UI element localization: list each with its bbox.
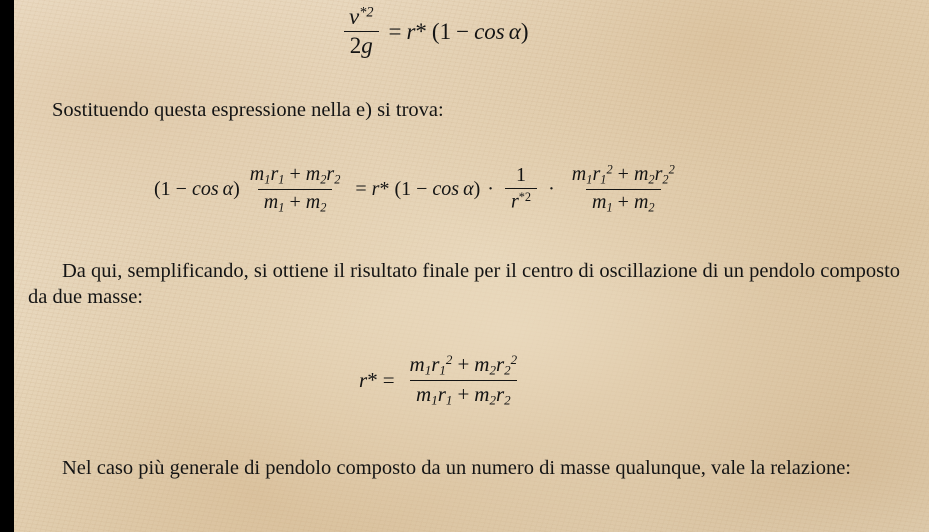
eq1-denominator: 2g [344,31,379,59]
eq1-r: r [406,18,416,44]
eq2-one-over-rstar2 [505,164,537,213]
eq3-r: r [359,367,368,392]
paragraph-daqui: Da qui, semplificando, si ottiene il risultato finale per il centro di oscillazione di un pendolo composto da due masse: [28,260,901,309]
equation-2 [154,163,685,215]
eq1-minus: − [456,18,470,44]
eq2-rhs-denominator: $m_1 + m_2$ [586,189,661,215]
eq3-equals: = [382,367,395,392]
eq3-fraction [404,352,524,408]
eq2-rhs-alpha: α [463,177,474,200]
eq2-rhs-close-paren: ) [473,177,481,200]
equation-3 [359,352,527,408]
eq1-close-paren: ) [520,18,529,44]
paragraph-sostituendo: Sostituendo questa espressione nella e) si trova: [52,99,444,121]
eq2-dot-1: · [487,177,494,200]
eq1-left-fraction [343,4,379,59]
eq2-rstar2: $r^{*2}$ [505,188,537,213]
eq2-rhs-fraction [566,163,681,215]
equation-1 [339,4,528,59]
eq2-rhs-r: r [371,177,380,200]
eq2-lhs-cos: cos [191,177,219,200]
paragraph-nelcaso: Nel caso più generale di pendolo composto da un numero di masse qualunque, vale la relazione: [62,457,851,479]
eq2-lhs-denominator: $m_1 + m_2$ [258,189,333,215]
eq2-rhs-cos: cos [432,177,460,200]
eq2-lhs-numerator: $m_1r_1 + m_2r_2$ [249,163,341,187]
eq1-open-paren: (1 [431,18,452,44]
eq1-cos: cos [474,18,505,44]
eq2-rhs-minus: − [416,177,428,200]
eq2-rhs-numerator: $m_1r_1^2 + m_2r_2^2$ [571,163,675,187]
eq2-one: 1 [516,164,527,187]
slide-left-border [0,0,14,532]
eq3-numerator: $m_1r_1^2 + m_2r_2^2$ [409,352,518,378]
eq3-denominator: $m_1r_1 + m_2r_2$ [410,380,517,409]
eq2-lhs-alpha: α [222,177,234,200]
eq2-dot-2: · [548,177,555,200]
eq2-lhs-minus: − [175,177,187,200]
eq3-star: * [367,367,378,392]
slide-content [14,0,929,532]
eq2-rhs-open-paren: (1 [394,177,412,200]
eq2-lhs-open-paren: (1 [154,177,171,200]
eq2-lhs-fraction [244,163,347,215]
eq1-star: * [415,18,427,44]
eq2-rhs-star: * [379,177,390,200]
eq1-numerator: $v^{*2}$ [349,4,374,29]
eq1-alpha: α [508,18,521,44]
eq1-equals: = [388,18,402,44]
eq2-equals: = [355,177,367,200]
eq2-lhs-close-paren: ) [233,177,240,200]
